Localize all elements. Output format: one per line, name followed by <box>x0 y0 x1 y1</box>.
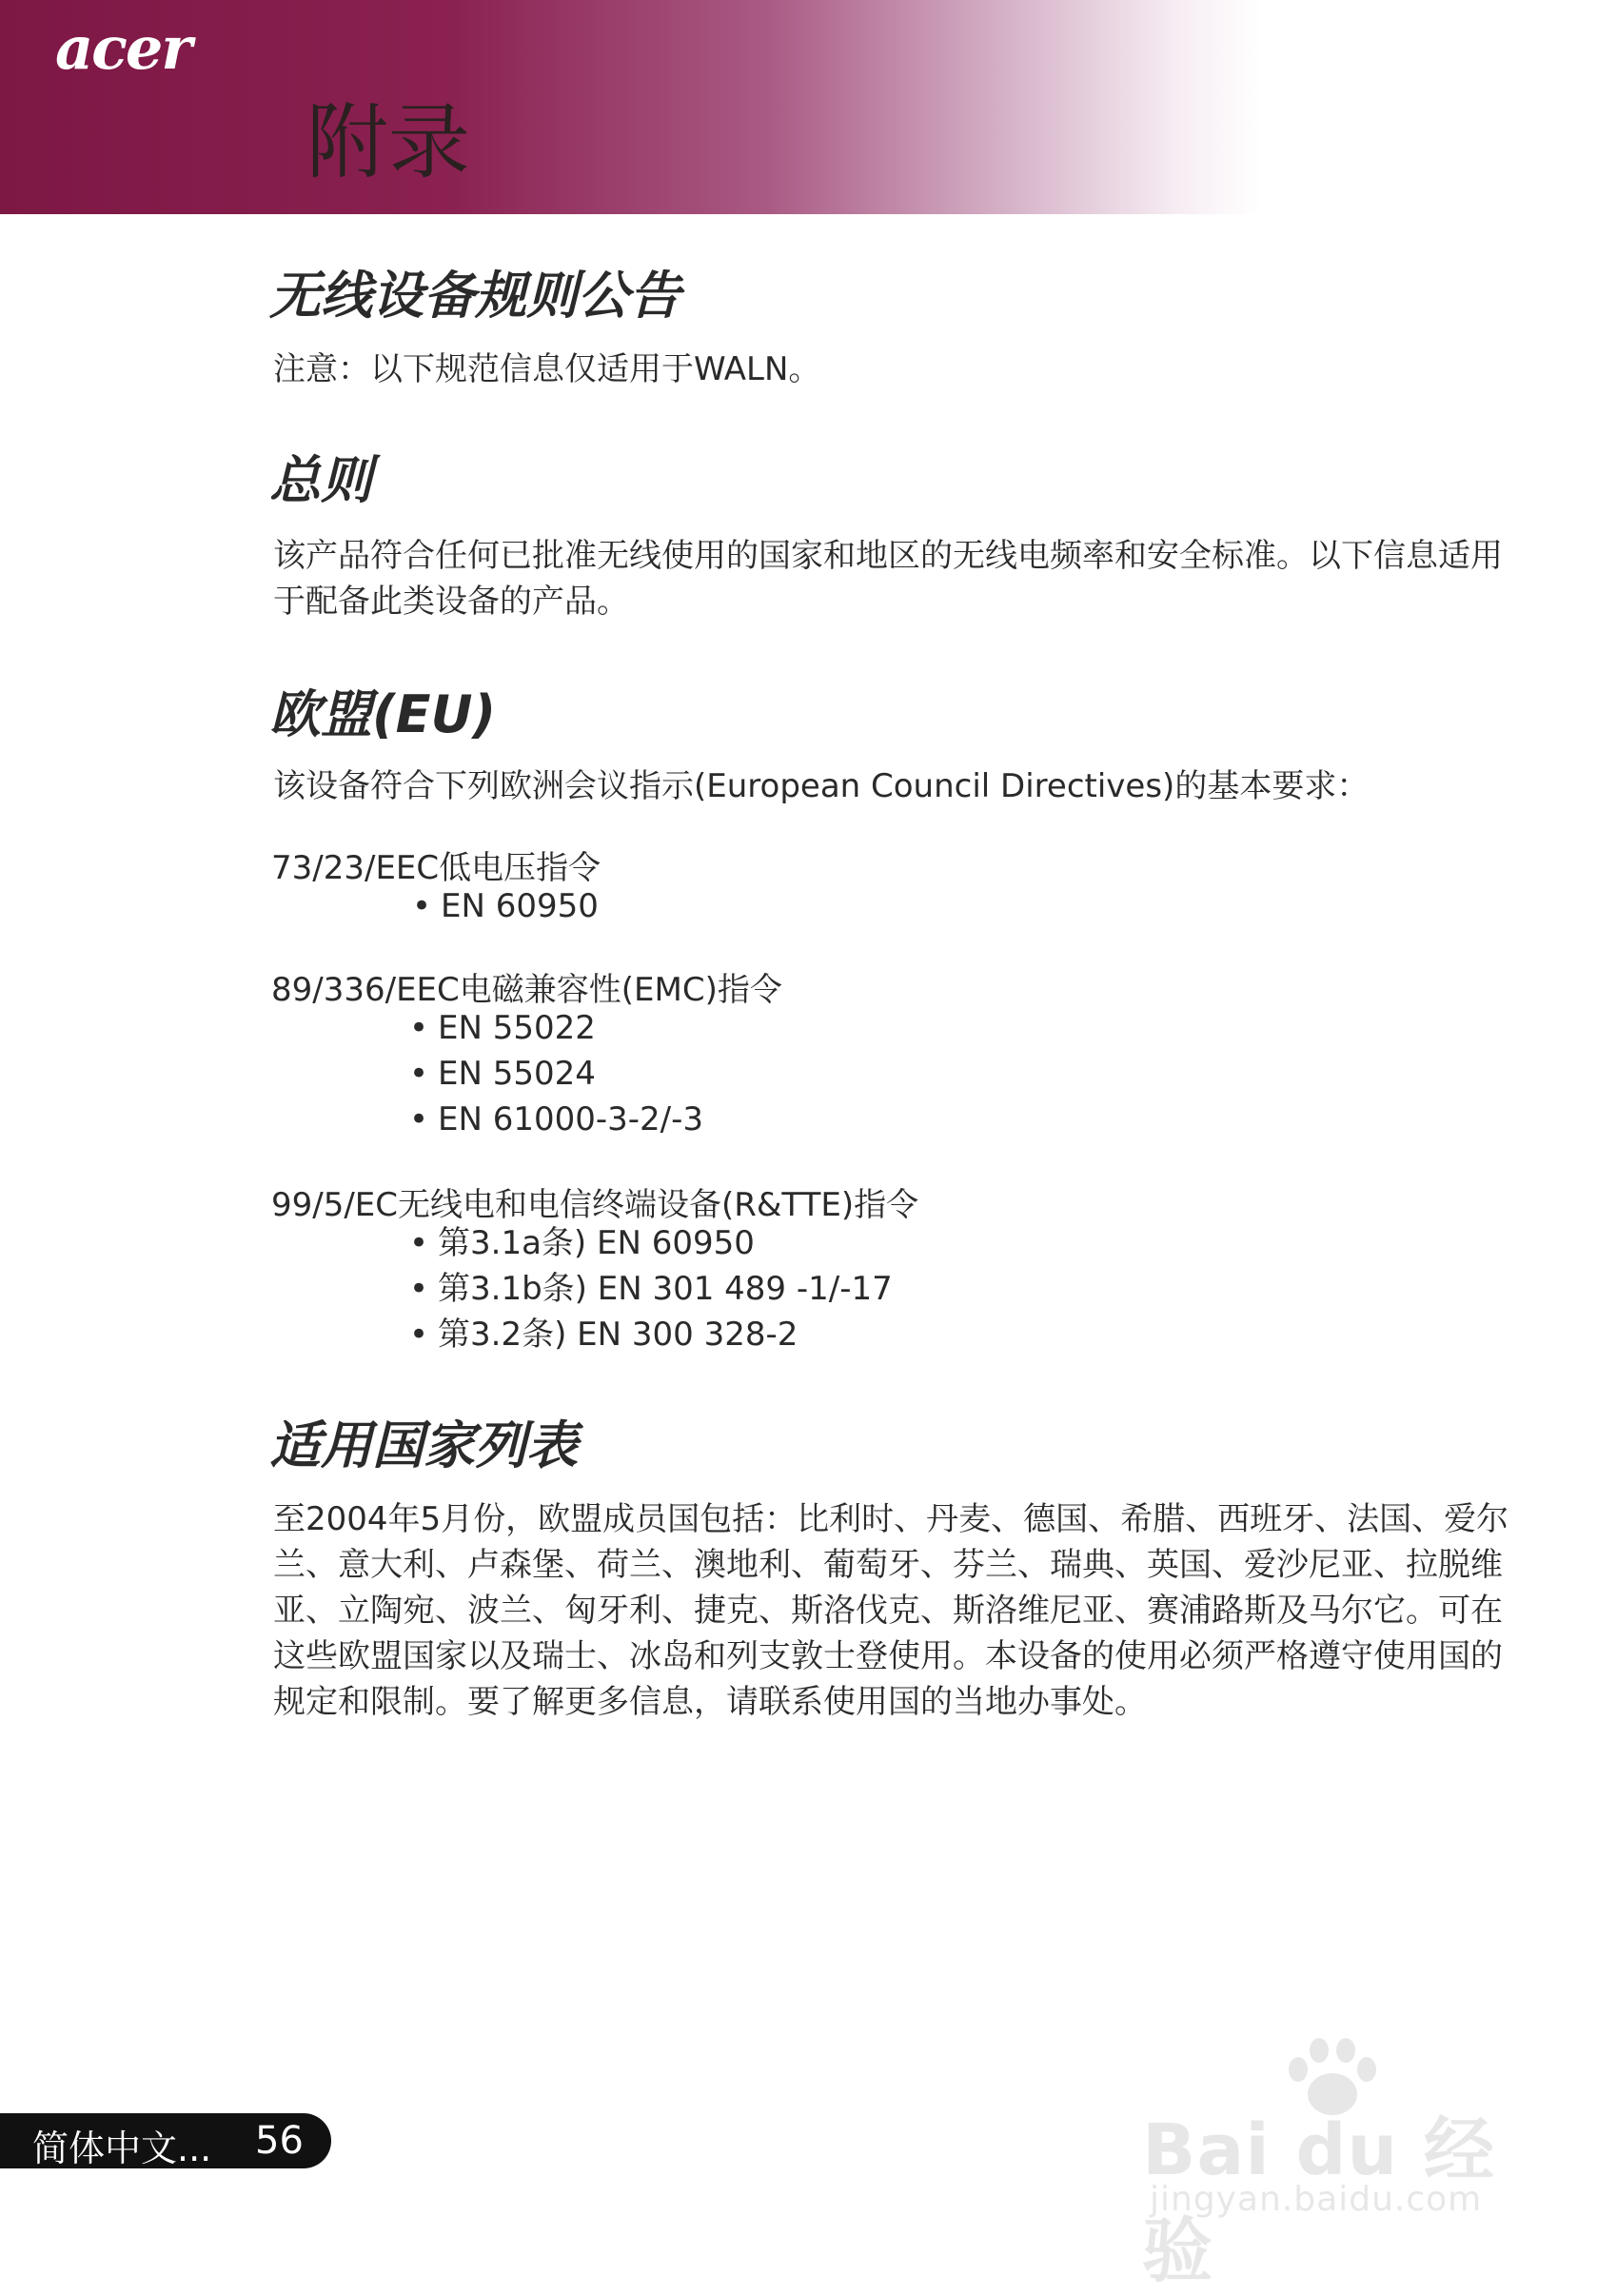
list-item: • 第3.1b条) EN 301 489 -1/-17 <box>409 1270 893 1308</box>
watermark-logo: Bai du 经验 <box>1142 2109 1495 2292</box>
list-item: • EN 55024 <box>409 1055 596 1093</box>
directive-items <box>409 1005 703 1142</box>
heading-wireless: 无线设备规则公告 <box>269 266 680 326</box>
list-item: • EN 60950 <box>412 887 599 925</box>
acer-logo: acer <box>55 13 191 83</box>
countries-body: 至2004年5月份，欧盟成员国包括：比利时、丹麦、德国、希腊、西班牙、法国、爱尔兰、意大利、卢森堡、荷兰、澳地利、葡萄牙、芬兰、瑞典、英国、爱沙尼亚、拉脱维亚、立陶宛、波兰、匈牙利、捷克、斯洛伐克、斯洛维尼亚、赛浦路斯及马尔它。可在这些欧盟国家以及瑞士、冰岛和列支敦士登使用。本设备的使用必须严格遵守使用国的规定和限制。要了解更多信息，请联系使用国的当地办事处。 <box>273 1500 1509 1721</box>
wireless-note: 注意：以下规范信息仅适用于WALN。 <box>273 350 821 388</box>
footer-language: 简体中文... <box>32 2128 212 2169</box>
heading-general: 总则 <box>269 450 372 510</box>
heading-eu: 欧盟(EU) <box>269 684 497 744</box>
list-item: • 第3.1a条) EN 60950 <box>409 1224 755 1262</box>
list-item: • EN 61000-3-2/-3 <box>409 1100 704 1138</box>
watermark <box>1133 2037 1532 2292</box>
directive-title: 73/23/EEC低电压指令 <box>271 849 601 887</box>
directive-title: 89/336/EEC电磁兼容性(EMC)指令 <box>271 971 782 1009</box>
directive-title: 99/5/EC无线电和电信终端设备(R&TTE)指令 <box>271 1186 919 1224</box>
eu-intro: 该设备符合下列欧洲会议指示(European Council Directives)的基本要求： <box>273 767 1370 805</box>
heading-countries: 适用国家列表 <box>269 1415 578 1475</box>
header-band <box>0 0 1597 214</box>
directive-items <box>409 1220 893 1357</box>
general-body: 该产品符合任何已批准无线使用的国家和地区的无线电频率和安全标准。以下信息适用于配备此类设备的产品。 <box>273 537 1503 621</box>
directive-items <box>412 883 599 929</box>
list-item: • EN 55022 <box>409 1009 596 1047</box>
page-title: 附录 <box>306 95 470 190</box>
list-item: • 第3.2条) EN 300 328-2 <box>409 1316 798 1354</box>
page-number: 56 <box>255 2119 304 2163</box>
watermark-url: jingyan.baidu.com <box>1150 2180 1483 2219</box>
